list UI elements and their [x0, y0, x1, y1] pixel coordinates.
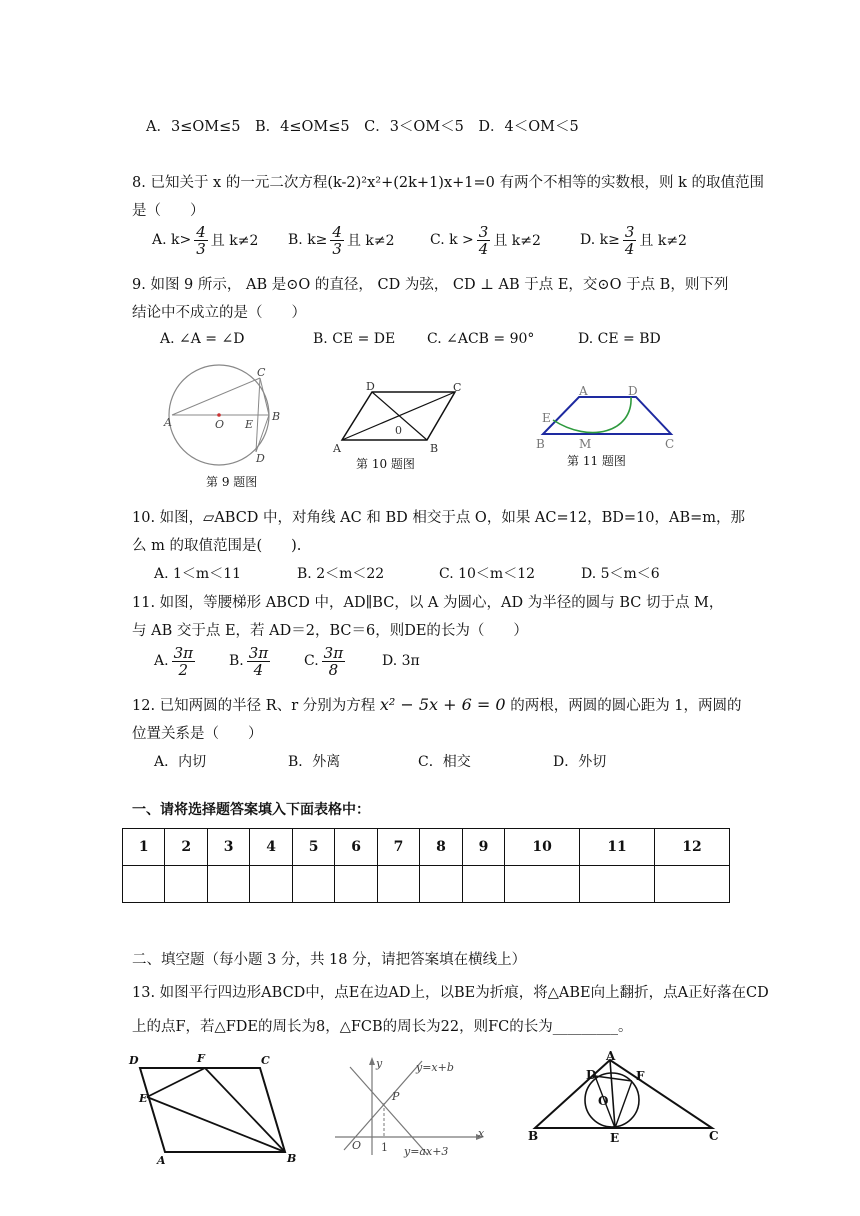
figure-15 — [520, 1050, 730, 1150]
q8-option-a-prefix: A. k> — [152, 232, 192, 248]
answer-cell[interactable] — [292, 866, 334, 903]
fig9-label-d: D — [256, 452, 265, 465]
answer-table-header: 3 — [207, 829, 249, 866]
fig9-label-b: B — [272, 410, 281, 423]
q8-option-a — [152, 222, 258, 258]
fig14-line-2 — [350, 1067, 428, 1155]
fig11-trapezoid — [543, 397, 671, 434]
answer-cell[interactable] — [377, 866, 419, 903]
q12-stem-prefix: 12. 已知两圆的半径 R、r 分别为方程 — [132, 698, 376, 714]
q13-stem-line1: 13. 如图平行四边形ABCD中，点E在边AD上，以BE为折痕，将△ABE向上翻折，点A正好落在CD — [132, 985, 769, 1001]
fraction-num: 3π — [323, 643, 344, 662]
fig14-label-x: x — [478, 1127, 485, 1140]
fig10-label-o: 0 — [395, 424, 402, 437]
q11-stem-line1: 11. 如图，等腰梯形 ABCD 中，AD∥BC，以 A 为圆心，AD 为半径的圆与 BC 切于点 M， — [132, 595, 724, 611]
fig14-label-one: 1 — [381, 1141, 388, 1154]
answer-table-header: 1 — [123, 829, 165, 866]
q11-option-a-prefix: A. — [154, 653, 169, 669]
fig11-label-a: A — [579, 384, 588, 398]
q11-stem-line2: 与 AB 交于点 E，若 AD＝2，BC＝6，则DE的长为（ ） — [132, 623, 528, 639]
fig15-label-f: F — [636, 1069, 645, 1083]
fig13-parallelogram — [140, 1068, 285, 1152]
q8-option-d-prefix: D. k≥ — [580, 232, 620, 248]
answer-table-header: 2 — [165, 829, 207, 866]
q12-option-b: B．外离 — [288, 754, 341, 770]
fig15-label-c: C — [709, 1129, 719, 1143]
fraction-num: 3 — [478, 222, 489, 241]
fig11-label-m: M — [579, 437, 592, 451]
fig14-label-l1: y=x+b — [416, 1061, 454, 1074]
fig10-caption: 第 10 题图 — [356, 457, 415, 471]
fig14-label-o: O — [352, 1139, 362, 1152]
q11-option-c — [304, 642, 348, 680]
answer-cell[interactable] — [505, 866, 580, 903]
q11-option-a-fraction — [172, 645, 195, 678]
q12-stem-line1 — [132, 694, 742, 715]
fraction-num: 3π — [173, 643, 193, 662]
q8-option-c — [430, 222, 541, 258]
fig14-y-arrow — [369, 1057, 375, 1065]
answer-table-header: 8 — [420, 829, 462, 866]
q12-stem-suffix: 的两根，两圆的圆心距为 1，两圆的 — [510, 698, 742, 714]
answer-cell[interactable] — [655, 866, 730, 903]
fig13-label-c: C — [261, 1054, 270, 1067]
q8-option-a-fraction — [194, 224, 208, 257]
q11-option-c-prefix: C. — [304, 653, 319, 669]
figure-13 — [125, 1050, 300, 1165]
q11-option-a — [154, 642, 198, 680]
q8-option-c-suffix: 且 k≠2 — [493, 233, 541, 249]
q12-option-a: A．内切 — [154, 754, 207, 770]
fraction-num: 3 — [624, 222, 635, 241]
q10-option-b: B. 2＜m＜22 — [297, 566, 385, 582]
answer-table-input-row — [123, 866, 730, 903]
answer-cell[interactable] — [462, 866, 504, 903]
answer-cell[interactable] — [250, 866, 292, 903]
q10-stem-line2: 么 m 的取值范围是( ). — [132, 538, 302, 554]
fig9-label-c: C — [257, 366, 266, 379]
fig11-label-e: E — [542, 411, 551, 425]
fig11-label-b: B — [536, 437, 545, 451]
fig14-label-p: P — [392, 1090, 400, 1103]
fraction-den: 3 — [332, 239, 342, 258]
fig13-label-e: E — [139, 1092, 148, 1105]
answer-table-header: 10 — [505, 829, 580, 866]
q11-option-d: D. 3π — [382, 653, 420, 669]
fraction-num: 4 — [196, 222, 206, 241]
fig13-label-b: B — [287, 1152, 297, 1165]
fig13-label-d: D — [129, 1054, 139, 1067]
fig13-ef — [147, 1068, 205, 1097]
figure-11 — [535, 382, 685, 472]
figure-9 — [160, 360, 300, 490]
fraction-den: 4 — [478, 239, 489, 258]
q9-option-a: A. ∠A = ∠D — [160, 331, 245, 347]
q11-option-b — [229, 642, 273, 680]
q8-stem-line1: 8. 已知关于 x 的一元二次方程(k-2)²x²+(2k+1)x+1=0 有两个不相等的实数根，则 k 的取值范围 — [132, 175, 765, 191]
q8-option-d — [580, 222, 687, 258]
q11-option-c-fraction — [322, 645, 345, 678]
q12-option-d: D．外切 — [553, 754, 607, 770]
answer-table-header: 5 — [292, 829, 334, 866]
fraction-den: 4 — [624, 239, 635, 258]
q13-stem-line2: 上的点F，若△FDE的周长为8，△FCB的周长为22，则FC的长为_________。 — [132, 1019, 633, 1035]
fig15-label-o: O — [598, 1094, 609, 1108]
q10-option-d: D. 5＜m＜6 — [581, 566, 660, 582]
q7-options: A．3≤OM≤5 B．4≤OM≤5 C．3＜OM＜5 D．4＜OM＜5 — [146, 119, 579, 135]
answer-table-header: 9 — [462, 829, 504, 866]
figure-14 — [330, 1055, 490, 1160]
fraction-den: 3 — [196, 239, 206, 258]
q9-stem-line1: 9. 如图 9 所示， AB 是⊙O 的直径， CD 为弦， CD ⊥ AB 于点 E，交⊙O 于点 B，则下列 — [132, 277, 729, 293]
fig9-label-a: A — [164, 416, 172, 429]
fraction-den: 2 — [178, 660, 189, 679]
answer-cell[interactable] — [420, 866, 462, 903]
section2-title: 二、填空题（每小题 3 分，共 18 分，请把答案填在横线上） — [132, 952, 527, 968]
fig15-label-e: E — [610, 1131, 620, 1145]
q8-option-d-fraction — [623, 224, 637, 257]
fraction-den: 4 — [253, 660, 264, 679]
fig15-label-a: A — [606, 1050, 616, 1063]
q8-option-c-fraction — [477, 224, 491, 257]
fig14-label-y: y — [376, 1057, 383, 1070]
q11-option-b-fraction — [247, 645, 270, 678]
fig11-label-d: D — [628, 384, 638, 398]
q8-option-b-suffix: 且 k≠2 — [346, 233, 395, 249]
fig11-arc — [553, 397, 631, 433]
q9-option-c: C. ∠ACB = 90° — [427, 331, 535, 347]
answer-cell[interactable] — [123, 866, 165, 903]
fig11-label-c: C — [665, 437, 675, 451]
fig15-label-d: D — [586, 1068, 597, 1082]
answer-table-header: 7 — [377, 829, 419, 866]
q8-option-b-fraction — [330, 224, 344, 257]
fig13-label-f: F — [197, 1052, 205, 1065]
q8-stem-line2: 是（ ） — [132, 203, 205, 219]
section1-title: 一、请将选择题答案填入下面表格中： — [132, 802, 370, 818]
fig15-triangle — [535, 1060, 712, 1128]
figure-10 — [330, 380, 470, 472]
answer-table-header: 12 — [655, 829, 730, 866]
q9-option-b: B. CE = DE — [313, 331, 396, 347]
fig10-label-c: C — [453, 381, 462, 394]
fig9-center-dot — [217, 413, 221, 417]
answer-cell[interactable] — [335, 866, 377, 903]
fig10-label-b: B — [430, 442, 439, 455]
q10-stem-line1: 10. 如图，▱ABCD 中，对角线 AC 和 BD 相交于点 O，如果 AC=12，BD=10，AB=m，那 — [132, 510, 746, 526]
q9-stem-line2: 结论中不成立的是（ ） — [132, 305, 306, 321]
answer-cell[interactable] — [580, 866, 655, 903]
q10-option-a: A. 1＜m＜11 — [154, 566, 242, 582]
fraction-num: 3π — [248, 643, 269, 662]
q11-option-b-prefix: B. — [229, 653, 244, 669]
fig9-label-e: E — [245, 418, 254, 431]
fig10-label-a: A — [333, 442, 341, 455]
answer-cell[interactable] — [207, 866, 249, 903]
q8-option-c-prefix: C. k > — [430, 232, 474, 248]
fig9-caption: 第 9 题图 — [206, 475, 258, 489]
q12-option-c: C．相交 — [418, 754, 471, 770]
q8-option-b-prefix: B. k≥ — [288, 232, 328, 248]
q9-option-d: D. CE = BD — [578, 331, 661, 347]
fig13-eb — [147, 1097, 285, 1152]
q8-option-b — [288, 222, 395, 258]
q12-equation: x² − 5x + 6 = 0 — [379, 695, 506, 714]
answer-cell[interactable] — [165, 866, 207, 903]
fraction-den: 8 — [328, 660, 339, 679]
q10-option-c: C. 10＜m＜12 — [439, 566, 536, 582]
fig9-label-o: O — [215, 418, 225, 431]
answer-table — [122, 828, 730, 903]
fig14-label-l2: y=ax+3 — [404, 1145, 449, 1158]
fraction-num: 4 — [332, 222, 342, 241]
q8-option-a-suffix: 且 k≠2 — [210, 233, 259, 249]
q12-stem-line2: 位置关系是（ ） — [132, 726, 263, 742]
answer-table-header: 6 — [335, 829, 377, 866]
fig11-caption: 第 11 题图 — [567, 454, 626, 468]
q8-option-d-suffix: 且 k≠2 — [639, 233, 687, 249]
fig13-label-a: A — [157, 1154, 166, 1165]
fig9-chord-ac — [172, 378, 260, 415]
answer-table-header: 4 — [250, 829, 292, 866]
answer-table-header: 11 — [580, 829, 655, 866]
fig15-label-b: B — [528, 1129, 539, 1143]
fig10-label-d: D — [366, 380, 375, 393]
fig9-chord-cb — [260, 378, 269, 415]
answer-table-header-row — [123, 829, 730, 866]
